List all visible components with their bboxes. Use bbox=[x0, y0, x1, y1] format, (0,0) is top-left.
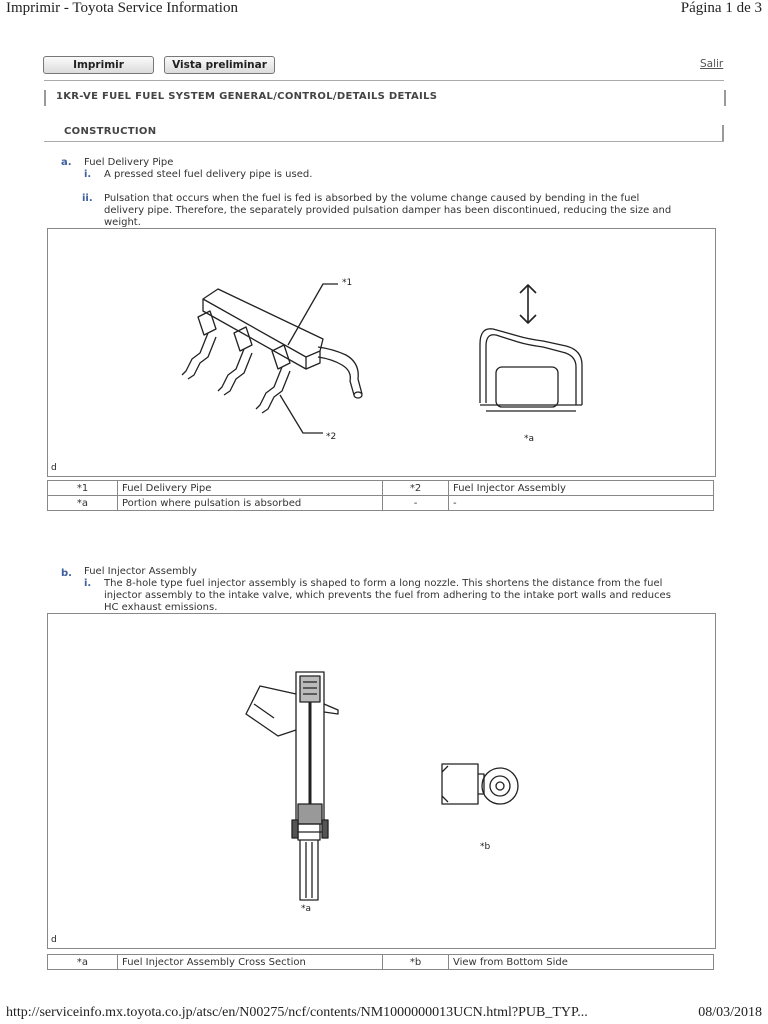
item-b-title: Fuel Injector Assembly bbox=[84, 566, 197, 577]
item-a-i-text: A pressed steel fuel delivery pipe is used. bbox=[104, 169, 313, 180]
table-row bbox=[48, 955, 714, 970]
figure-corner-mark: d bbox=[51, 463, 57, 473]
item-a-ii-line2: delivery pipe. Therefore, the separately provided pulsation damper has been discontinued, reducing the size and bbox=[104, 205, 672, 216]
fuel-injector-figure bbox=[47, 613, 716, 949]
section-title: CONSTRUCTION bbox=[64, 126, 157, 137]
item-a-marker: a. bbox=[61, 157, 72, 168]
print-preview-button[interactable]: Vista preliminar bbox=[164, 56, 275, 74]
callout-a: *a bbox=[524, 434, 535, 444]
legend-code: *2 bbox=[383, 481, 449, 496]
legend-code: *b bbox=[383, 955, 449, 970]
footer-date: 08/03/2018 bbox=[698, 1005, 762, 1020]
legend-desc: View from Bottom Side bbox=[449, 955, 714, 970]
legend-code: - bbox=[383, 496, 449, 511]
legend-desc: Fuel Injector Assembly Cross Section bbox=[118, 955, 383, 970]
exit-link[interactable]: Salir bbox=[700, 58, 724, 70]
legend-code: *1 bbox=[48, 481, 118, 496]
legend-desc: Fuel Delivery Pipe bbox=[118, 481, 383, 496]
section-header bbox=[44, 125, 724, 141]
breadcrumb bbox=[44, 90, 726, 106]
item-a-ii-marker: ii. bbox=[82, 193, 93, 204]
toolbar-divider bbox=[44, 80, 724, 81]
item-b-marker: b. bbox=[61, 568, 72, 579]
item-b-i-marker: i. bbox=[84, 578, 92, 589]
figure-corner-mark: d bbox=[51, 935, 57, 945]
fuel-injector-legend bbox=[47, 954, 714, 970]
callout-a: *a bbox=[301, 904, 312, 914]
table-row bbox=[48, 481, 714, 496]
section-divider bbox=[44, 141, 724, 142]
page-number: Página 1 de 3 bbox=[680, 0, 762, 16]
callout-1: *1 bbox=[342, 278, 353, 288]
item-a-ii-line3: weight. bbox=[104, 217, 141, 228]
table-row bbox=[48, 496, 714, 511]
fuel-delivery-pipe-figure bbox=[47, 228, 716, 477]
item-a-title: Fuel Delivery Pipe bbox=[84, 157, 174, 168]
fuel-injector-illustration bbox=[48, 614, 715, 948]
item-b-i-line1: The 8-hole type fuel injector assembly is shaped to form a long nozzle. This shortens the distance from the fuel bbox=[104, 578, 663, 589]
fuel-delivery-pipe-illustration bbox=[48, 229, 715, 476]
callout-b: *b bbox=[480, 842, 491, 852]
item-b-i-line3: HC exhaust emissions. bbox=[104, 602, 218, 613]
callout-2: *2 bbox=[326, 432, 337, 442]
footer-url: http://serviceinfo.mx.toyota.co.jp/atsc/en/N00275/ncf/contents/NM1000000013UCN.html?PUB_TYP... bbox=[6, 1005, 588, 1020]
item-a-i-marker: i. bbox=[84, 169, 92, 180]
page-header-title: Imprimir - Toyota Service Information bbox=[6, 0, 238, 16]
legend-desc: - bbox=[449, 496, 714, 511]
legend-desc: Portion where pulsation is absorbed bbox=[118, 496, 383, 511]
item-a-ii-line1: Pulsation that occurs when the fuel is fed is absorbed by the volume change caused by bending in the fuel bbox=[104, 193, 640, 204]
breadcrumb-text: 1KR-VE FUEL FUEL SYSTEM GENERAL/CONTROL/DETAILS DETAILS bbox=[56, 91, 438, 102]
legend-code: *a bbox=[48, 496, 118, 511]
fuel-delivery-pipe-legend bbox=[47, 480, 714, 511]
legend-desc: Fuel Injector Assembly bbox=[449, 481, 714, 496]
legend-code: *a bbox=[48, 955, 118, 970]
item-b-i-line2: injector assembly to the intake valve, which prevents the fuel from adhering to the intake port walls and reduces bbox=[104, 590, 671, 601]
print-button[interactable]: Imprimir bbox=[43, 56, 154, 74]
